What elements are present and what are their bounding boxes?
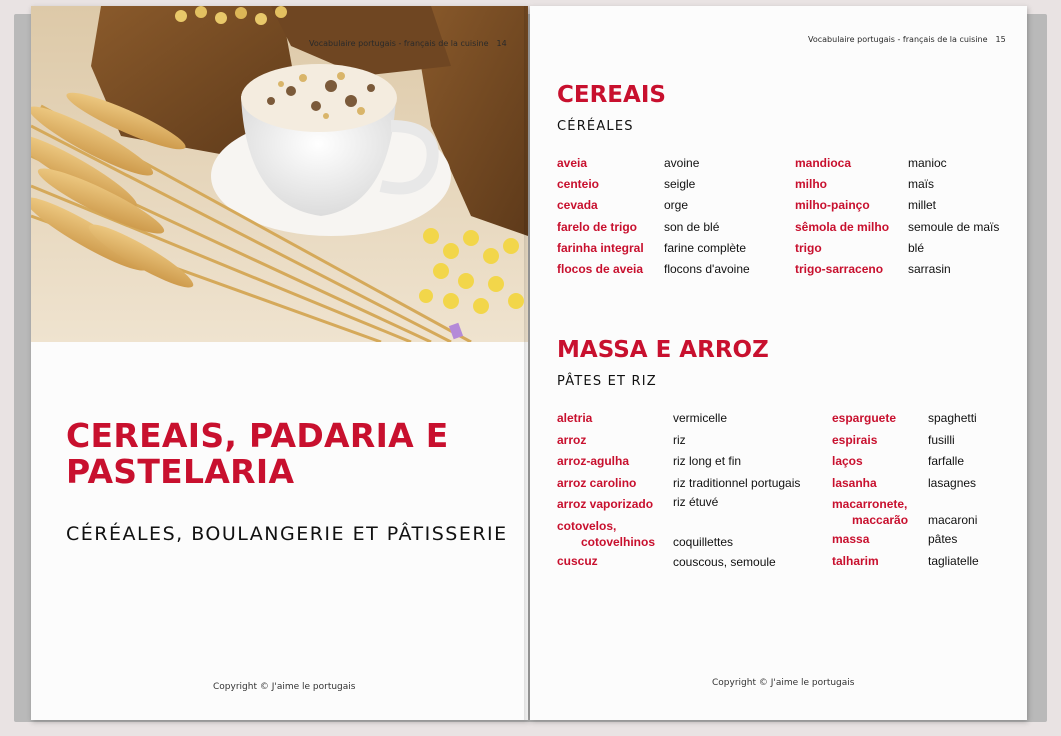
portuguese-term: arroz <box>557 432 587 447</box>
portuguese-term: espirais <box>832 432 878 447</box>
french-term: tagliatelle <box>928 553 979 568</box>
portuguese-term: lasanha <box>832 475 877 490</box>
section-title-cereais: CEREAIS <box>557 82 666 108</box>
section-subtitle-cereales: CÉRÉALES <box>557 119 634 134</box>
french-term: couscous, semoule <box>673 554 776 569</box>
vocab-row <box>557 156 750 177</box>
vocab-row <box>832 554 979 576</box>
vocab-row <box>557 220 750 241</box>
french-term: fusilli <box>928 432 955 447</box>
page-number: 14 <box>496 39 507 48</box>
header-text: Vocabulaire portugais - français de la cuisine <box>309 39 489 48</box>
portuguese-term: massa <box>832 532 870 546</box>
massa-left-column <box>557 411 800 575</box>
french-term: farine complète <box>664 240 747 255</box>
portuguese-term <box>832 497 928 527</box>
french-term: millet <box>908 198 937 213</box>
portuguese-term: cuscuz <box>557 553 598 568</box>
french-term: riz <box>673 432 686 447</box>
french-term: spaghetti <box>928 411 977 425</box>
vocab-row <box>557 241 750 262</box>
portuguese-term <box>557 519 673 549</box>
portuguese-term: arroz carolino <box>557 475 637 490</box>
french-term: flocons d'avoine <box>664 261 750 276</box>
portuguese-term: sêmola de milho <box>795 219 890 234</box>
section-subtitle-pates-et-riz: PÂTES ET RIZ <box>557 374 657 389</box>
french-term: manioc <box>908 156 947 170</box>
cereais-left-column <box>557 156 750 283</box>
french-term: vermicelle <box>673 411 728 425</box>
vocab-row <box>832 476 979 498</box>
vocab-row <box>557 177 750 198</box>
portuguese-term: farelo de trigo <box>557 219 638 234</box>
french-term: riz étuvé <box>673 495 719 509</box>
vocab-row <box>557 476 800 498</box>
french-term: maïs <box>908 177 935 192</box>
vocab-row <box>832 411 979 433</box>
vocab-row <box>832 433 979 455</box>
vocab-row <box>795 220 999 241</box>
portuguese-term-line2: cotovelhinos <box>581 534 656 549</box>
french-term: riz long et fin <box>673 454 742 468</box>
chapter-title: CEREAIS, PADARIA E PASTELARIA <box>66 416 449 491</box>
vocab-row <box>557 497 800 519</box>
portuguese-term: centeio <box>557 177 600 192</box>
page-header <box>808 35 1006 44</box>
portuguese-term: mandioca <box>795 156 852 170</box>
french-term: macaroni <box>928 513 978 527</box>
portuguese-term: arroz vaporizado <box>557 497 654 511</box>
french-term: orge <box>664 198 689 213</box>
portuguese-term-line2: maccarão <box>852 513 909 527</box>
french-term: sarrasin <box>908 261 951 276</box>
vocab-row <box>795 177 999 198</box>
copyright: Copyright © J'aime le portugais <box>213 682 356 692</box>
section-title-massa-e-arroz: MASSA E ARROZ <box>557 337 769 363</box>
portuguese-term-line1: cotovelos, <box>557 518 617 533</box>
french-term: blé <box>908 240 925 255</box>
portuguese-term: farinha integral <box>557 240 644 255</box>
portuguese-term: milho <box>795 177 827 192</box>
portuguese-term: arroz-agulha <box>557 454 630 468</box>
vocab-row <box>557 411 800 433</box>
portuguese-term: milho-painço <box>795 198 870 213</box>
left-page <box>31 6 528 720</box>
vocab-row <box>557 433 800 455</box>
french-term: lasagnes <box>928 475 977 490</box>
cereais-right-column <box>795 156 999 283</box>
french-term: pâtes <box>928 532 958 546</box>
vocab-row <box>557 454 800 476</box>
massa-right-column <box>832 411 979 575</box>
vocab-row <box>557 554 800 576</box>
vocab-row <box>795 198 999 219</box>
right-page <box>530 6 1027 720</box>
french-term: farfalle <box>928 454 965 468</box>
chapter-subtitle: CÉRÉALES, BOULANGERIE ET PÂTISSERIE <box>66 523 508 545</box>
french-term: son de blé <box>664 219 720 234</box>
french-term: semoule de maïs <box>908 219 1000 234</box>
page-header <box>309 39 507 48</box>
french-term: riz traditionnel portugais <box>673 475 801 490</box>
portuguese-term: talharim <box>832 553 879 568</box>
vocab-row <box>557 262 750 283</box>
copyright: Copyright © J'aime le portugais <box>712 678 855 688</box>
header-text: Vocabulaire portugais - français de la cuisine <box>808 35 988 44</box>
vocab-row <box>832 454 979 476</box>
french-term: avoine <box>664 156 700 170</box>
cereal-photo <box>31 6 528 342</box>
vocab-row <box>795 156 999 177</box>
portuguese-term: cevada <box>557 198 598 213</box>
vocab-row <box>557 519 800 554</box>
portuguese-term: aveia <box>557 156 588 170</box>
portuguese-term: esparguete <box>832 411 897 425</box>
french-term: coquillettes <box>673 534 734 549</box>
portuguese-term: laços <box>832 454 863 468</box>
vocab-row <box>557 198 750 219</box>
portuguese-term: flocos de aveia <box>557 261 644 276</box>
vocab-row <box>832 497 979 532</box>
vocab-row <box>832 532 979 554</box>
french-term: seigle <box>664 177 696 192</box>
vocab-row <box>795 241 999 262</box>
portuguese-term-line1: macarronete, <box>832 497 908 511</box>
portuguese-term: trigo-sarraceno <box>795 261 884 276</box>
page-number: 15 <box>995 35 1006 44</box>
portuguese-term: aletria <box>557 411 593 425</box>
portuguese-term: trigo <box>795 240 822 255</box>
vocab-row <box>795 262 999 283</box>
